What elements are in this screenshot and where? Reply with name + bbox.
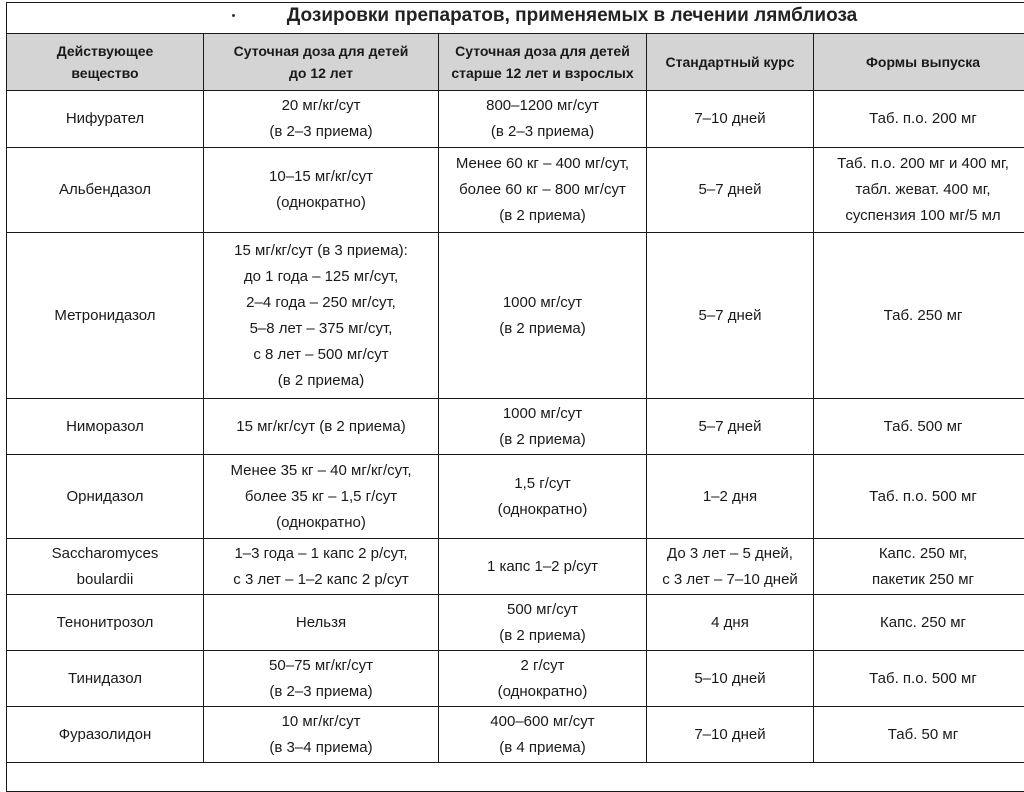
cell-text-line: (в 2 приема) [208,368,434,394]
cell-text-line: (в 2 приема) [443,316,642,342]
cell-text-line: Таб. 500 мг [818,414,1024,440]
table-row [7,91,1024,148]
cell-text-line: 2 г/сут [443,653,642,679]
cell-text-line: (в 2 приема) [443,203,642,229]
cell-text-line: суспензия 100 мг/5 мл [818,203,1024,229]
header-text-line: Действующее [11,40,199,62]
cell-text-line: 1–3 года – 1 капс 2 р/сут, [208,541,434,567]
cell-child [204,539,439,595]
table-row [7,148,1024,233]
table-row [7,455,1024,539]
cell-course [647,148,814,233]
cell-text-line: Капс. 250 мг [818,610,1024,636]
header-child-dose [204,34,439,91]
cell-text-line: Таб. 250 мг [818,303,1024,329]
header-forms [814,34,1024,91]
cell-child [204,651,439,707]
cell-course [647,595,814,651]
cell-text-line: 1000 мг/сут [443,290,642,316]
cell-text-line: Нельзя [208,610,434,636]
cell-forms [814,651,1024,707]
cell-text-line: 4 дня [651,610,809,636]
cell-text-line: Менее 35 кг – 40 мг/кг/сут, [208,458,434,484]
cell-text-line: 5–8 лет – 375 мг/сут, [208,316,434,342]
table-row [7,539,1024,595]
header-course [647,34,814,91]
cell-forms [814,455,1024,539]
cell-child [204,399,439,455]
cell-text-line: Таб. п.о. 200 мг [818,106,1024,132]
table-row [7,707,1024,763]
cell-child [204,91,439,148]
cell-course [647,399,814,455]
cell-text-line: (в 2–3 приема) [208,119,434,145]
cell-text-line: (в 3–4 приема) [208,735,434,761]
cell-text-line: 2–4 года – 250 мг/сут, [208,290,434,316]
cell-adult [439,455,647,539]
cell-text-line: Фуразолидон [11,722,199,748]
cell-child [204,455,439,539]
cell-forms [814,707,1024,763]
cell-text-line: Орнидазол [11,484,199,510]
cell-substance [7,707,204,763]
cell-text-line: Тенонитрозол [11,610,199,636]
cell-text-line: 7–10 дней [651,722,809,748]
cell-text-line: пакетик 250 мг [818,567,1024,593]
cell-text-line: с 3 лет – 1–2 капс 2 р/сут [208,567,434,593]
table-row [7,595,1024,651]
cell-child [204,148,439,233]
cell-text-line: Капс. 250 мг, [818,541,1024,567]
cell-substance [7,651,204,707]
cell-text-line: 15 мг/кг/сут (в 3 приема): [208,238,434,264]
cell-adult [439,539,647,595]
header-adult-dose [439,34,647,91]
cell-text-line: с 3 лет – 7–10 дней [651,567,809,593]
cell-text-line: (однократно) [443,497,642,523]
cell-text-line: 1000 мг/сут [443,401,642,427]
header-substance [7,34,204,91]
cell-text-line: Таб. 50 мг [818,722,1024,748]
header-text-line: Формы выпуска [818,51,1024,73]
cell-text-line: Таб. п.о. 200 мг и 400 мг, [818,151,1024,177]
cell-text-line: 10 мг/кг/сут [208,709,434,735]
cell-adult [439,233,647,399]
cell-text-line: (в 2 приема) [443,427,642,453]
cell-substance [7,455,204,539]
cell-course [647,91,814,148]
cell-text-line: с 8 лет – 500 мг/сут [208,342,434,368]
cell-text-line: Альбендазол [11,177,199,203]
cell-forms [814,539,1024,595]
cell-course [647,539,814,595]
cell-course [647,233,814,399]
cell-text-line: 500 мг/сут [443,597,642,623]
cell-substance [7,539,204,595]
cell-text-line: Saccharomyces [11,541,199,567]
cell-text-line: (в 2 приема) [443,623,642,649]
cell-text-line: Ниморазол [11,414,199,440]
header-text-line: Суточная доза для детей [443,40,642,62]
cell-text-line: 15 мг/кг/сут (в 2 приема) [208,414,434,440]
cell-adult [439,148,647,233]
cell-text-line: 10–15 мг/кг/сут [208,164,434,190]
header-text-line: старше 12 лет и взрослых [443,62,642,84]
cell-adult [439,399,647,455]
cell-text-line: 5–10 дней [651,666,809,692]
cell-child [204,707,439,763]
cell-text-line: (в 4 приема) [443,735,642,761]
cell-text-line: табл. жеват. 400 мг, [818,177,1024,203]
header-row [7,34,1024,91]
cell-adult [439,707,647,763]
cell-substance [7,399,204,455]
cell-forms [814,91,1024,148]
cell-text-line: 1–2 дня [651,484,809,510]
cell-substance [7,148,204,233]
table-row [7,399,1024,455]
cell-text-line: 5–7 дней [651,414,809,440]
cell-text-line: (однократно) [208,190,434,216]
cell-text-line: Тинидазол [11,666,199,692]
cell-text-line: До 3 лет – 5 дней, [651,541,809,567]
cell-text-line: 1,5 г/сут [443,471,642,497]
cell-text-line: Менее 60 кг – 400 мг/сут, [443,151,642,177]
cell-text-line: 5–7 дней [651,177,809,203]
cell-substance [7,91,204,148]
table-row [7,651,1024,707]
cell-child [204,233,439,399]
cell-child [204,595,439,651]
cell-text-line: (в 2–3 приема) [208,679,434,705]
cell-text-line: 800–1200 мг/сут [443,93,642,119]
cell-text-line: boulardii [11,567,199,593]
dosage-table [6,33,1024,763]
cell-text-line: Нифурател [11,106,199,132]
cell-substance [7,595,204,651]
cell-forms [814,595,1024,651]
cell-text-line: более 60 кг – 800 мг/сут [443,177,642,203]
cell-text-line: 50–75 мг/кг/сут [208,653,434,679]
cell-text-line: более 35 кг – 1,5 г/сут [208,484,434,510]
cell-adult [439,651,647,707]
header-text-line: вещество [11,62,199,84]
cell-course [647,651,814,707]
cell-text-line: Таб. п.о. 500 мг [818,484,1024,510]
cell-forms [814,148,1024,233]
table-body [7,91,1024,763]
cell-forms [814,233,1024,399]
cell-text-line: 7–10 дней [651,106,809,132]
header-text-line: Стандартный курс [651,51,809,73]
cell-text-line: (в 2–3 приема) [443,119,642,145]
cell-course [647,455,814,539]
cell-adult [439,91,647,148]
cell-forms [814,399,1024,455]
cell-text-line: до 1 года – 125 мг/сут, [208,264,434,290]
cell-text-line: (однократно) [443,679,642,705]
cell-text-line: Метронидазол [11,303,199,329]
table-title: Дозировки препаратов, применяемых в лечении лямблиоза [0,5,1024,27]
cell-text-line: (однократно) [208,510,434,536]
header-text-line: Суточная доза для детей [208,40,434,62]
cell-text-line: 20 мг/кг/сут [208,93,434,119]
cell-substance [7,233,204,399]
cell-text-line: Таб. п.о. 500 мг [818,666,1024,692]
cell-text-line: 400–600 мг/сут [443,709,642,735]
table-row [7,233,1024,399]
cell-course [647,707,814,763]
cell-adult [439,595,647,651]
cell-text-line: 1 капс 1–2 р/сут [443,554,642,580]
cell-text-line: 5–7 дней [651,303,809,329]
header-text-line: до 12 лет [208,62,434,84]
